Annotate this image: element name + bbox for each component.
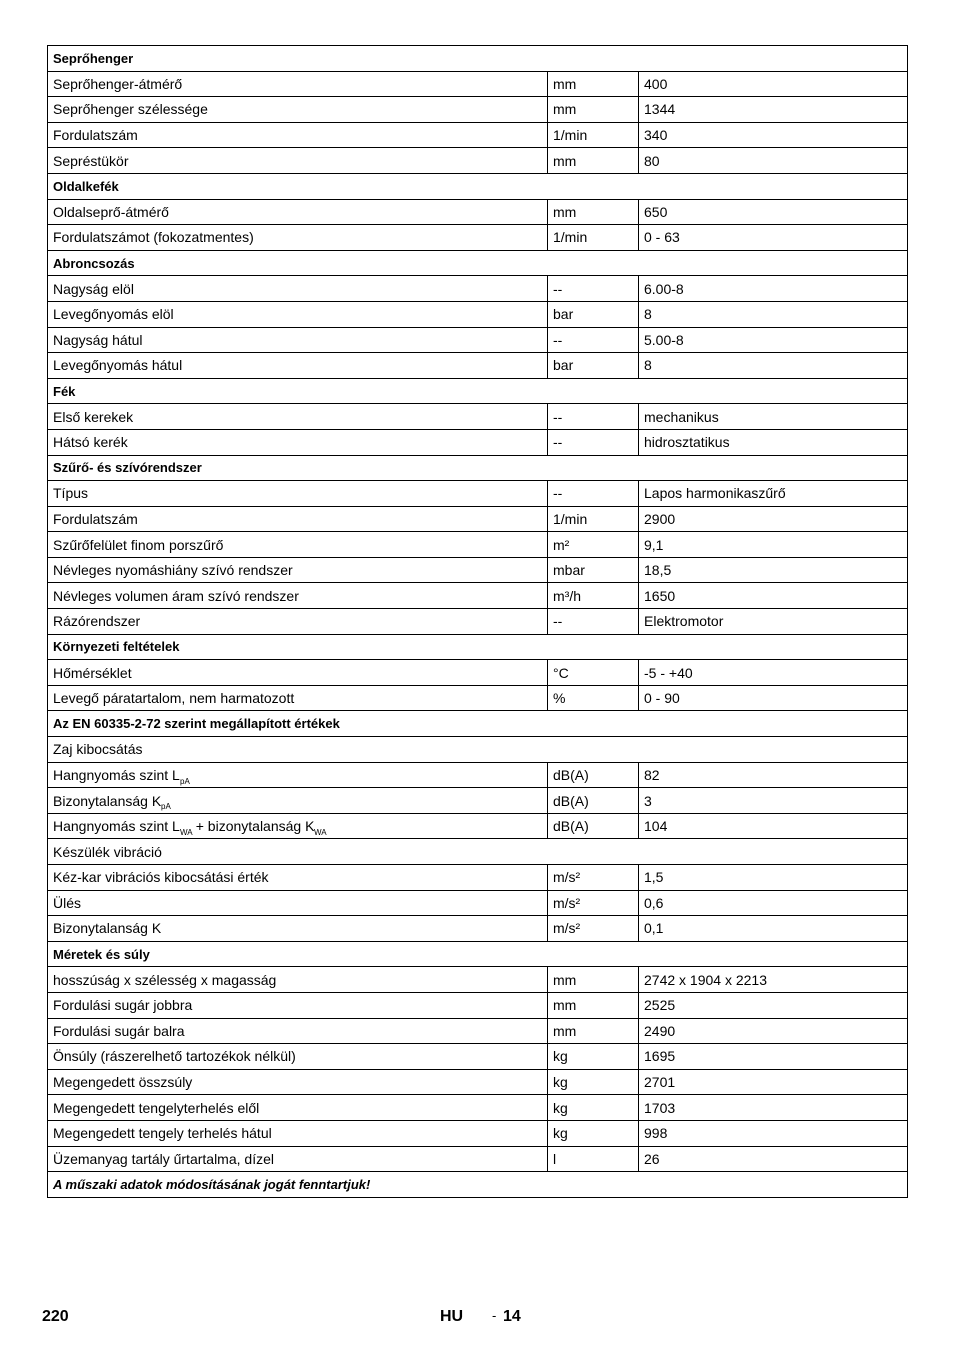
row-value: 1,5	[639, 865, 908, 891]
row-value: 0,1	[639, 916, 908, 942]
row-label-cell	[48, 813, 548, 839]
section-header-row	[48, 378, 908, 404]
row-label: Típus	[53, 485, 89, 502]
row-unit: kg	[548, 1069, 639, 1095]
row-unit: mm	[548, 1018, 639, 1044]
row-unit: 1/min	[548, 122, 639, 148]
row-value: 650	[639, 199, 908, 225]
row-unit: bar	[548, 301, 639, 327]
row-label: Önsúly (rászerelhető tartozékok nélkül)	[53, 1048, 296, 1065]
row-label: Seprőhenger-átmérő	[53, 75, 183, 92]
row-unit: m/s²	[548, 916, 639, 942]
label-subscript: pA	[180, 776, 190, 786]
table-row	[48, 788, 908, 814]
label-text: Hangnyomás szint L	[53, 766, 180, 783]
row-label-cell	[48, 199, 548, 225]
language-code: HU	[440, 1308, 464, 1325]
row-unit: m/s²	[548, 865, 639, 891]
table-row	[48, 225, 908, 251]
row-value: 3	[639, 788, 908, 814]
row-unit: kg	[548, 1095, 639, 1121]
row-label-cell	[48, 660, 548, 686]
section-title: Seprőhenger	[48, 46, 908, 72]
technical-data-table	[47, 45, 908, 1198]
table-row	[48, 122, 908, 148]
row-unit: l	[548, 1146, 639, 1172]
row-value: 104	[639, 813, 908, 839]
row-value: -5 - +40	[639, 660, 908, 686]
row-value: hidrosztatikus	[639, 429, 908, 455]
table-row	[48, 353, 908, 379]
row-unit: mbar	[548, 557, 639, 583]
row-label: Levegőnyomás hátul	[53, 357, 183, 374]
row-label: Névleges volumen áram szívó rendszer	[53, 587, 299, 604]
table-row	[48, 1120, 908, 1146]
row-label-cell	[48, 506, 548, 532]
section-header-row	[48, 711, 908, 737]
row-value: 6.00-8	[639, 276, 908, 302]
label-subscript: WA	[180, 827, 193, 837]
row-label-cell	[48, 276, 548, 302]
row-unit: --	[548, 481, 639, 507]
row-label-cell	[48, 532, 548, 558]
row-unit: mm	[548, 199, 639, 225]
row-label-cell	[48, 404, 548, 430]
row-value: 2490	[639, 1018, 908, 1044]
table-row	[48, 916, 908, 942]
row-label-cell	[48, 609, 548, 635]
row-unit: --	[548, 429, 639, 455]
row-value: 1650	[639, 583, 908, 609]
row-label: Első kerekek	[53, 408, 134, 425]
table-row	[48, 685, 908, 711]
section-header-row	[48, 46, 908, 72]
row-label-cell	[48, 1044, 548, 1070]
row-label-cell	[48, 1069, 548, 1095]
row-label: Sepréstükör	[53, 152, 129, 169]
row-unit: m/s²	[548, 890, 639, 916]
row-label-cell	[48, 992, 548, 1018]
row-label-cell	[48, 685, 548, 711]
table-row	[48, 557, 908, 583]
row-value: 5.00-8	[639, 327, 908, 353]
row-unit: --	[548, 404, 639, 430]
row-label: Névleges nyomáshiány szívó rendszer	[53, 562, 293, 579]
row-label: Üzemanyag tartály űrtartalma, dízel	[53, 1150, 274, 1167]
row-label-cell	[48, 865, 548, 891]
row-value: 1344	[639, 97, 908, 123]
table-row	[48, 967, 908, 993]
table-row	[48, 890, 908, 916]
row-label-cell	[48, 1095, 548, 1121]
row-label: Hőmérséklet	[53, 664, 132, 681]
row-label-cell	[48, 890, 548, 916]
row-unit: bar	[548, 353, 639, 379]
row-label: Nagyság elöl	[53, 280, 134, 297]
row-label-cell	[48, 967, 548, 993]
section-title: Fék	[48, 378, 908, 404]
row-label-cell	[48, 97, 548, 123]
table-row	[48, 481, 908, 507]
row-label: Rázórendszer	[53, 613, 141, 630]
label-text: + bizonytalanság K	[191, 818, 315, 835]
row-value: 2742 x 1904 x 2213	[639, 967, 908, 993]
table-row	[48, 1069, 908, 1095]
section-header-row	[48, 941, 908, 967]
subsection-row	[48, 737, 908, 763]
row-label	[53, 767, 192, 783]
row-label-cell	[48, 225, 548, 251]
row-label-cell	[48, 148, 548, 174]
label-subscript: WA	[314, 827, 327, 837]
row-label: Oldalseprő-átmérő	[53, 203, 169, 220]
table-row	[48, 404, 908, 430]
section-title: Környezeti feltételek	[48, 634, 908, 660]
row-unit: °C	[548, 660, 639, 686]
row-value: Elektromotor	[639, 609, 908, 635]
table-row	[48, 506, 908, 532]
row-unit: mm	[548, 967, 639, 993]
row-value: 2701	[639, 1069, 908, 1095]
row-unit: --	[548, 609, 639, 635]
table-row	[48, 276, 908, 302]
row-label: Fordulatszám	[53, 510, 138, 527]
row-label: Hátsó kerék	[53, 434, 128, 451]
table-row	[48, 609, 908, 635]
row-label: Megengedett tengelyterhelés elől	[53, 1099, 260, 1116]
row-unit: m³/h	[548, 583, 639, 609]
row-label-cell	[48, 327, 548, 353]
row-label: hosszúság x szélesség x magasság	[53, 971, 277, 988]
row-label: Seprőhenger szélessége	[53, 101, 208, 118]
table-row	[48, 148, 908, 174]
label-subscript: pA	[161, 802, 171, 812]
row-label-cell	[48, 583, 548, 609]
row-label: Megengedett tengely terhelés hátul	[53, 1125, 272, 1142]
row-label: Megengedett összsúly	[53, 1074, 193, 1091]
table-row	[48, 762, 908, 788]
section-header-row	[48, 634, 908, 660]
row-value: 400	[639, 71, 908, 97]
table-footer-note	[48, 1172, 908, 1198]
section-title: Abroncsozás	[48, 250, 908, 276]
row-value: 1703	[639, 1095, 908, 1121]
row-label-cell	[48, 481, 548, 507]
section-title: Oldalkefék	[48, 173, 908, 199]
row-value: 0,6	[639, 890, 908, 916]
row-value: 82	[639, 762, 908, 788]
row-value: 26	[639, 1146, 908, 1172]
row-value: 2525	[639, 992, 908, 1018]
row-unit: kg	[548, 1044, 639, 1070]
section-title: Zaj kibocsátás	[48, 737, 908, 763]
row-value: 340	[639, 122, 908, 148]
row-value: 998	[639, 1120, 908, 1146]
section-header-row	[48, 455, 908, 481]
label-text: Hangnyomás szint L	[53, 818, 180, 835]
section-header-row	[48, 173, 908, 199]
table-row	[48, 429, 908, 455]
row-unit: --	[548, 327, 639, 353]
row-label: Nagyság hátul	[53, 331, 143, 348]
row-label: Fordulatszámot (fokozatmentes)	[53, 229, 254, 246]
row-value: 0 - 90	[639, 685, 908, 711]
section-page-number: 14	[503, 1308, 521, 1325]
row-unit: 1/min	[548, 506, 639, 532]
row-label: Fordulási sugár balra	[53, 1022, 185, 1039]
row-label-cell	[48, 353, 548, 379]
table-row	[48, 199, 908, 225]
section-title: Szűrő- és szívórendszer	[48, 455, 908, 481]
row-value: 8	[639, 301, 908, 327]
row-label: Ülés	[53, 894, 82, 911]
row-unit: m²	[548, 532, 639, 558]
row-unit: 1/min	[548, 225, 639, 251]
row-label: Szűrőfelület finom porszűrő	[53, 536, 224, 553]
row-label-cell	[48, 1120, 548, 1146]
table-row	[48, 1146, 908, 1172]
row-label: Bizonytalanság K	[53, 920, 162, 937]
row-label-cell	[48, 557, 548, 583]
row-label-cell	[48, 122, 548, 148]
footer-note: A műszaki adatok módosításának jogát fenntartjuk!	[48, 1172, 908, 1198]
section-title: Méretek és súly	[48, 941, 908, 967]
table-row	[48, 813, 908, 839]
row-label-cell	[48, 71, 548, 97]
table-row	[48, 583, 908, 609]
row-value: 9,1	[639, 532, 908, 558]
table-row	[48, 865, 908, 891]
row-unit: dB(A)	[548, 788, 639, 814]
subsection-row	[48, 839, 908, 865]
row-label: Fordulási sugár jobbra	[53, 997, 193, 1014]
row-unit: dB(A)	[548, 813, 639, 839]
row-value: 0 - 63	[639, 225, 908, 251]
section-title: Az EN 60335-2-72 szerint megállapított értékek	[48, 711, 908, 737]
table-row	[48, 71, 908, 97]
table-row	[48, 660, 908, 686]
table-row	[48, 1095, 908, 1121]
row-unit: mm	[548, 148, 639, 174]
row-unit: mm	[548, 992, 639, 1018]
section-title: Készülék vibráció	[48, 839, 908, 865]
table-row	[48, 992, 908, 1018]
row-label-cell	[48, 429, 548, 455]
table-row	[48, 327, 908, 353]
row-unit: --	[548, 276, 639, 302]
row-value: 8	[639, 353, 908, 379]
page-number: 220	[42, 1308, 69, 1325]
label-text: Bizonytalanság K	[53, 792, 162, 809]
row-unit: dB(A)	[548, 762, 639, 788]
row-value: 18,5	[639, 557, 908, 583]
row-value: 1695	[639, 1044, 908, 1070]
table-row	[48, 301, 908, 327]
row-value: 80	[639, 148, 908, 174]
row-label-cell	[48, 1018, 548, 1044]
row-unit: %	[548, 685, 639, 711]
row-value: mechanikus	[639, 404, 908, 430]
row-label: Kéz-kar vibrációs kibocsátási érték	[53, 869, 269, 886]
row-unit: kg	[548, 1120, 639, 1146]
row-label-cell	[48, 788, 548, 814]
row-value: Lapos harmonikaszűrő	[639, 481, 908, 507]
row-label: Levegőnyomás elöl	[53, 306, 174, 323]
row-label-cell	[48, 916, 548, 942]
table-row	[48, 97, 908, 123]
row-label-cell	[48, 1146, 548, 1172]
row-label: Fordulatszám	[53, 127, 138, 144]
table-row	[48, 532, 908, 558]
page-separator: -	[492, 1308, 497, 1323]
table-row	[48, 1044, 908, 1070]
table-row	[48, 1018, 908, 1044]
row-label-cell	[48, 762, 548, 788]
row-value: 2900	[639, 506, 908, 532]
row-label-cell	[48, 301, 548, 327]
section-header-row	[48, 250, 908, 276]
row-label	[53, 792, 173, 812]
row-unit: mm	[548, 97, 639, 123]
row-label: Levegő páratartalom, nem harmatozott	[53, 690, 295, 707]
row-unit: mm	[548, 71, 639, 97]
